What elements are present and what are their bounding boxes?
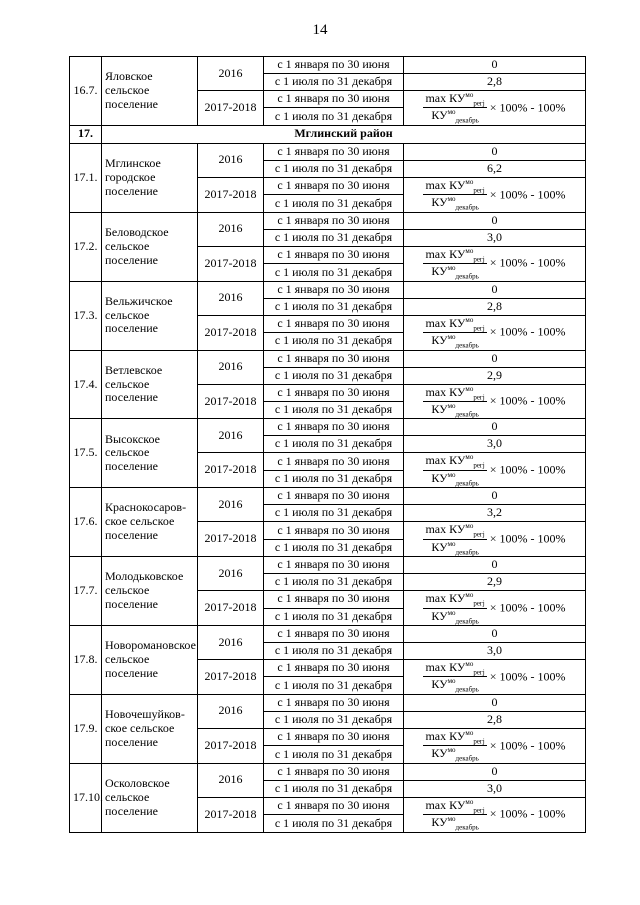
settlement-name (102, 281, 198, 350)
tariff-table (69, 56, 586, 833)
period-cell (264, 626, 404, 643)
period-text: с 1 января по 30 июня (277, 57, 390, 72)
formula-fraction: $\frac{\max КУ^{мо}_{регj}}{КУ^{мо}_{декабрь}}$ (425, 522, 485, 557)
period-cell (264, 488, 404, 505)
period-cell (264, 315, 404, 332)
period-cell (264, 229, 404, 246)
period-text: с 1 июля по 31 декабря (274, 108, 393, 123)
period-text: с 1 января по 30 июня (277, 798, 390, 813)
number-text: 17.8. (73, 652, 98, 667)
year-text: 2017-2018 (204, 462, 257, 477)
table-row (70, 143, 586, 160)
name-text: Новочешуйков-ское сельское поселение (105, 707, 185, 749)
year-cell (198, 626, 264, 660)
formula-cell (404, 384, 586, 419)
value-cell (404, 763, 586, 780)
value-text: 0 (491, 57, 498, 72)
period-cell (264, 91, 404, 108)
name-text: Высокское сельское поселение (105, 431, 160, 474)
period-text: с 1 июля по 31 декабря (274, 74, 393, 89)
year-cell (198, 212, 264, 246)
name-text: Яловское сельское поселение (105, 69, 159, 111)
period-text: с 1 января по 30 июня (277, 91, 390, 106)
year-text: 2016 (218, 152, 243, 167)
row-number (70, 488, 102, 557)
period-text: с 1 января по 30 июня (277, 247, 390, 262)
formula: $\frac{\max КУ^{мо}_{регj}}{КУ^{мо}_{декабрь}}$ × 100% - 100% (425, 91, 566, 125)
period-text: с 1 июля по 31 декабря (274, 471, 393, 486)
period-cell (264, 350, 404, 367)
name-text: Вельжичское сельское поселение (105, 293, 173, 336)
year-cell (198, 384, 264, 419)
year-text: 2016 (218, 221, 243, 236)
title-text: Мглинский район (294, 126, 393, 141)
value-text: 0 (491, 419, 498, 434)
value-text: 0 (491, 212, 498, 227)
year-cell (198, 177, 264, 212)
year-text: 2017-2018 (204, 255, 257, 270)
formula-fraction: $\frac{\max КУ^{мо}_{регj}}{КУ^{мо}_{декабрь}}$ (425, 246, 485, 281)
number-text: 17.5. (73, 445, 98, 460)
value-cell (404, 780, 586, 797)
formula: $\frac{\max КУ^{мо}_{регj}}{КУ^{мо}_{декабрь}}$ × 100% - 100% (425, 384, 566, 419)
period-text: с 1 января по 30 июня (277, 178, 390, 193)
period-cell (264, 281, 404, 298)
value-cell (404, 488, 586, 505)
period-text: с 1 июля по 31 декабря (274, 402, 393, 417)
name-text: Беловодское сельское поселение (105, 224, 169, 267)
value-cell (404, 160, 586, 177)
formula-fraction: $\frac{\max КУ^{мо}_{регj}}{КУ^{мо}_{декабрь}}$ (425, 728, 485, 763)
table-row (70, 212, 586, 229)
number-text: 17.7. (73, 583, 98, 598)
year-cell (198, 660, 264, 695)
value-cell (404, 436, 586, 453)
formula-cell (404, 315, 586, 350)
period-cell (264, 195, 404, 212)
value-cell (404, 281, 586, 298)
value-cell (404, 350, 586, 367)
period-text: с 1 января по 30 июня (277, 419, 390, 434)
period-cell (264, 643, 404, 660)
year-text: 2016 (218, 634, 243, 649)
table-row (70, 57, 586, 74)
value-cell (404, 212, 586, 229)
settlement-name (102, 763, 198, 832)
settlement-name (102, 488, 198, 557)
period-text: с 1 июля по 31 декабря (274, 367, 393, 382)
period-cell (264, 660, 404, 677)
number-text: 17.4. (73, 376, 98, 391)
period-cell (264, 333, 404, 350)
period-text: с 1 июля по 31 декабря (274, 195, 393, 210)
value-text: 6,2 (487, 160, 502, 175)
year-cell (198, 763, 264, 797)
year-cell (198, 797, 264, 832)
formula-cell (404, 246, 586, 281)
formula-fraction: $\frac{\max КУ^{мо}_{регj}}{КУ^{мо}_{декабрь}}$ (425, 177, 485, 212)
period-cell (264, 694, 404, 711)
period-text: с 1 июля по 31 декабря (274, 711, 393, 726)
table-row (70, 557, 586, 574)
period-cell (264, 522, 404, 539)
formula-cell (404, 522, 586, 557)
value-cell (404, 694, 586, 711)
period-text: с 1 июля по 31 декабря (274, 815, 393, 830)
period-text: с 1 января по 30 июня (277, 522, 390, 537)
row-number (70, 557, 102, 626)
value-cell (404, 419, 586, 436)
value-text: 3,2 (487, 505, 502, 520)
period-text: с 1 июля по 31 декабря (274, 780, 393, 795)
name-text: Мглинское городское поселение (105, 156, 161, 198)
period-text: с 1 января по 30 июня (277, 384, 390, 399)
period-cell (264, 453, 404, 470)
period-cell (264, 797, 404, 814)
year-text: 2016 (218, 772, 243, 787)
period-text: с 1 января по 30 июня (277, 729, 390, 744)
period-text: с 1 января по 30 июня (277, 143, 390, 158)
period-text: с 1 июля по 31 декабря (274, 643, 393, 658)
year-cell (198, 350, 264, 384)
year-text: 2016 (218, 290, 243, 305)
period-text: с 1 января по 30 июня (277, 315, 390, 330)
row-number (70, 763, 102, 832)
value-text: 0 (491, 488, 498, 503)
value-cell (404, 298, 586, 315)
formula-fraction: $\frac{\max КУ^{мо}_{регj}}{КУ^{мо}_{декабрь}}$ (425, 453, 485, 488)
value-cell (404, 505, 586, 522)
year-cell (198, 143, 264, 177)
period-text: с 1 июля по 31 декабря (274, 505, 393, 520)
number-text: 17.1. (73, 169, 98, 184)
row-number (70, 212, 102, 281)
year-cell (198, 728, 264, 763)
table-row (70, 626, 586, 643)
formula-cell (404, 453, 586, 488)
value-cell (404, 574, 586, 591)
district-number (70, 125, 102, 143)
year-cell (198, 522, 264, 557)
period-cell (264, 177, 404, 194)
number-text: 17. (78, 126, 93, 141)
row-number (70, 143, 102, 212)
settlement-name (102, 57, 198, 126)
formula-fraction: $\frac{\max КУ^{мо}_{регj}}{КУ^{мо}_{декабрь}}$ (425, 797, 485, 832)
formula: $\frac{\max КУ^{мо}_{регj}}{КУ^{мо}_{декабрь}}$ × 100% - 100% (425, 797, 566, 832)
formula: $\frac{\max КУ^{мо}_{регj}}{КУ^{мо}_{декабрь}}$ × 100% - 100% (425, 177, 566, 212)
period-cell (264, 608, 404, 625)
row-number (70, 281, 102, 350)
row-number (70, 419, 102, 488)
district-row (70, 125, 586, 143)
period-text: с 1 июля по 31 декабря (274, 333, 393, 348)
year-cell (198, 315, 264, 350)
year-text: 2017-2018 (204, 737, 257, 752)
number-text: 17.2. (73, 238, 98, 253)
period-text: с 1 января по 30 июня (277, 660, 390, 675)
year-cell (198, 488, 264, 522)
value-cell (404, 57, 586, 74)
settlement-name (102, 143, 198, 212)
year-cell (198, 694, 264, 728)
district-title (102, 125, 586, 143)
year-text: 2016 (218, 65, 243, 80)
year-text: 2017-2018 (204, 600, 257, 615)
period-cell (264, 74, 404, 91)
year-text: 2016 (218, 496, 243, 511)
year-cell (198, 557, 264, 591)
number-text: 17.6. (73, 514, 98, 529)
period-cell (264, 470, 404, 487)
period-text: с 1 января по 30 июня (277, 488, 390, 503)
value-text: 0 (491, 350, 498, 365)
row-number (70, 626, 102, 695)
formula: $\frac{\max КУ^{мо}_{регj}}{КУ^{мо}_{декабрь}}$ × 100% - 100% (425, 591, 566, 625)
formula-cell (404, 177, 586, 212)
formula-cell (404, 91, 586, 126)
period-text: с 1 июля по 31 декабря (274, 540, 393, 554)
period-cell (264, 815, 404, 832)
period-cell (264, 401, 404, 418)
settlement-name (102, 557, 198, 626)
period-cell (264, 574, 404, 591)
number-text: 17.3. (73, 307, 98, 322)
value-cell (404, 143, 586, 160)
row-number (70, 57, 102, 126)
period-text: с 1 июля по 31 декабря (274, 436, 393, 451)
period-text: с 1 июля по 31 декабря (274, 746, 393, 761)
period-text: с 1 июля по 31 декабря (274, 229, 393, 244)
period-cell (264, 143, 404, 160)
period-cell (264, 763, 404, 780)
period-cell (264, 728, 404, 745)
period-cell (264, 57, 404, 74)
period-text: с 1 июля по 31 декабря (274, 264, 393, 279)
value-text: 3,0 (487, 436, 502, 451)
value-cell (404, 557, 586, 574)
period-cell (264, 264, 404, 281)
year-text: 2017-2018 (204, 324, 257, 339)
period-text: с 1 января по 30 июня (277, 350, 390, 365)
name-text: Осколовское сельское поселение (105, 775, 170, 818)
value-text: 3,0 (487, 643, 502, 658)
period-cell (264, 246, 404, 263)
value-text: 2,8 (487, 298, 502, 313)
period-cell (264, 591, 404, 608)
period-cell (264, 436, 404, 453)
year-cell (198, 246, 264, 281)
name-text: Молодьковское сельское поселение (105, 569, 184, 611)
period-cell (264, 160, 404, 177)
year-cell (198, 57, 264, 91)
year-text: 2016 (218, 565, 243, 580)
period-text: с 1 января по 30 июня (277, 591, 390, 606)
formula: $\frac{\max КУ^{мо}_{регj}}{КУ^{мо}_{декабрь}}$ × 100% - 100% (425, 728, 566, 763)
value-text: 0 (491, 281, 498, 296)
period-text: с 1 января по 30 июня (277, 763, 390, 778)
formula: $\frac{\max КУ^{мо}_{регj}}{КУ^{мо}_{декабрь}}$ × 100% - 100% (425, 246, 566, 281)
year-cell (198, 91, 264, 126)
formula-fraction: $\frac{\max КУ^{мо}_{регj}}{КУ^{мо}_{декабрь}}$ (425, 660, 485, 694)
settlement-name (102, 694, 198, 763)
year-text: 2016 (218, 703, 243, 718)
period-cell (264, 539, 404, 556)
year-text: 2017-2018 (204, 100, 257, 115)
table-row (70, 488, 586, 505)
formula-fraction: $\frac{\max КУ^{мо}_{регj}}{КУ^{мо}_{декабрь}}$ (425, 315, 485, 350)
period-cell (264, 212, 404, 229)
period-text: с 1 января по 30 июня (277, 281, 390, 296)
year-text: 2016 (218, 359, 243, 374)
period-text: с 1 января по 30 июня (277, 694, 390, 709)
value-text: 2,8 (487, 711, 502, 726)
value-text: 0 (491, 626, 498, 641)
value-cell (404, 626, 586, 643)
formula-fraction: $\frac{\max КУ^{мо}_{регj}}{КУ^{мо}_{декабрь}}$ (425, 91, 485, 125)
value-text: 2,9 (487, 574, 502, 589)
period-cell (264, 746, 404, 763)
formula-fraction: $\frac{\max КУ^{мо}_{регj}}{КУ^{мо}_{декабрь}}$ (425, 384, 485, 419)
period-cell (264, 108, 404, 125)
period-text: с 1 июля по 31 декабря (274, 160, 393, 175)
settlement-name (102, 350, 198, 419)
value-cell (404, 229, 586, 246)
value-text: 3,0 (487, 780, 502, 795)
period-cell (264, 677, 404, 694)
value-text: 3,0 (487, 229, 502, 244)
year-cell (198, 281, 264, 315)
number-text: 16.7. (73, 83, 98, 98)
value-cell (404, 643, 586, 660)
period-text: с 1 января по 30 июня (277, 557, 390, 572)
formula: $\frac{\max КУ^{мо}_{регj}}{КУ^{мо}_{декабрь}}$ × 100% - 100% (425, 315, 566, 350)
table-row (70, 763, 586, 780)
period-text: с 1 июля по 31 декабря (274, 574, 393, 589)
formula-fraction: $\frac{\max КУ^{мо}_{регj}}{КУ^{мо}_{декабрь}}$ (425, 591, 485, 625)
name-text: Новоромановское сельское поселение (105, 638, 196, 680)
row-number (70, 350, 102, 419)
number-text: 17.9. (73, 720, 98, 735)
name-text: Ветлевское сельское поселение (105, 362, 163, 405)
period-cell (264, 419, 404, 436)
formula-cell (404, 797, 586, 832)
settlement-name (102, 212, 198, 281)
year-text: 2017-2018 (204, 669, 257, 684)
period-cell (264, 505, 404, 522)
formula-cell (404, 728, 586, 763)
period-cell (264, 367, 404, 384)
year-cell (198, 453, 264, 488)
table-row (70, 281, 586, 298)
formula: $\frac{\max КУ^{мо}_{регj}}{КУ^{мо}_{декабрь}}$ × 100% - 100% (425, 453, 566, 488)
year-text: 2017-2018 (204, 186, 257, 201)
value-text: 0 (491, 557, 498, 572)
period-text: с 1 июля по 31 декабря (274, 608, 393, 623)
period-cell (264, 557, 404, 574)
page-number: 14 (312, 22, 328, 38)
value-text: 2,8 (487, 74, 502, 89)
formula: $\frac{\max КУ^{мо}_{регj}}{КУ^{мо}_{декабрь}}$ × 100% - 100% (425, 660, 566, 694)
settlement-name (102, 419, 198, 488)
period-cell (264, 384, 404, 401)
value-text: 0 (491, 143, 498, 158)
table-row (70, 350, 586, 367)
year-text: 2017-2018 (204, 806, 257, 821)
year-text: 2017-2018 (204, 531, 257, 546)
table-row (70, 694, 586, 711)
row-number (70, 694, 102, 763)
year-cell (198, 591, 264, 626)
formula-cell (404, 660, 586, 695)
period-text: с 1 января по 30 июня (277, 626, 390, 641)
period-cell (264, 711, 404, 728)
year-text: 2017-2018 (204, 393, 257, 408)
period-cell (264, 298, 404, 315)
value-cell (404, 367, 586, 384)
name-text: Краснокосаров-ское сельское поселение (105, 500, 187, 543)
period-text: с 1 января по 30 июня (277, 212, 390, 227)
value-cell (404, 74, 586, 91)
value-text: 2,9 (487, 367, 502, 382)
year-cell (198, 419, 264, 453)
value-text: 0 (491, 694, 498, 709)
period-text: с 1 июля по 31 декабря (274, 298, 393, 313)
table-row (70, 419, 586, 436)
value-text: 0 (491, 763, 498, 778)
formula-cell (404, 591, 586, 626)
period-text: с 1 июля по 31 декабря (274, 677, 393, 692)
year-text: 2016 (218, 427, 243, 442)
number-text: 17.10. (73, 789, 103, 804)
period-text: с 1 января по 30 июня (277, 453, 390, 468)
period-cell (264, 780, 404, 797)
value-cell (404, 711, 586, 728)
formula: $\frac{\max КУ^{мо}_{регj}}{КУ^{мо}_{декабрь}}$ × 100% - 100% (425, 522, 566, 557)
settlement-name (102, 626, 198, 695)
